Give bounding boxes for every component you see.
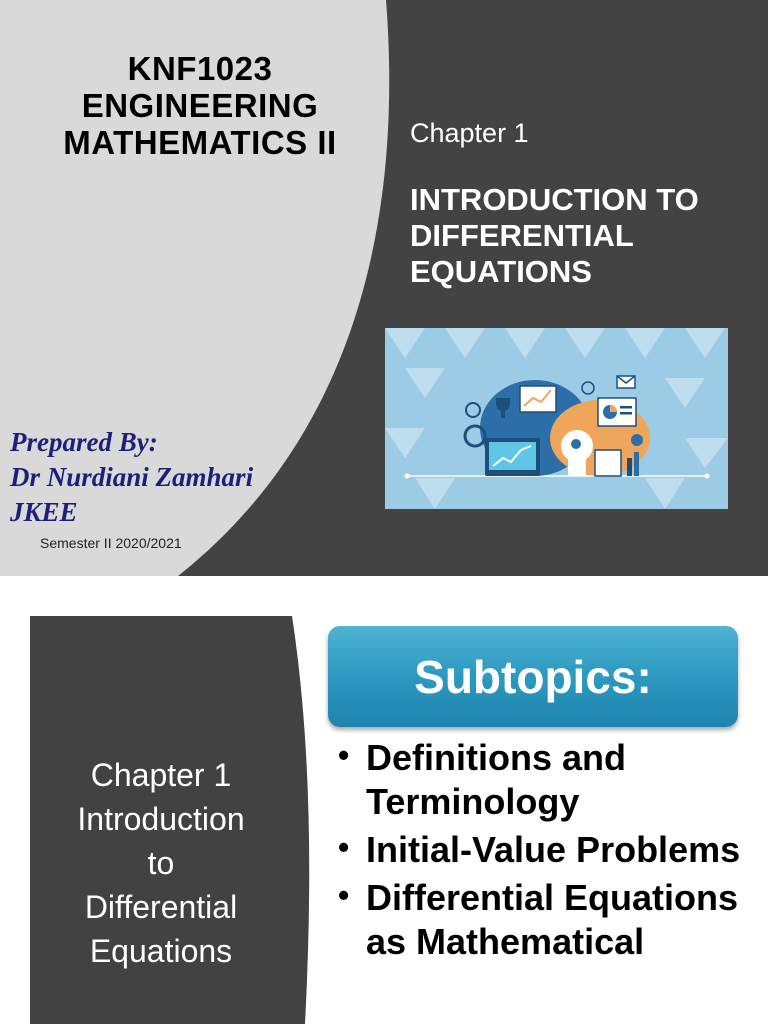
chapter-title-line-1: INTRODUCTION TO: [410, 182, 699, 217]
bullet-icon: •: [338, 829, 350, 865]
chapter-title-line-2: DIFFERENTIAL: [410, 218, 634, 253]
course-title: [0, 50, 400, 161]
course-name-line-2: MATHEMATICS II: [63, 124, 337, 161]
chapter-summary-line-4: Differential: [84, 889, 238, 925]
department: JKEE: [10, 497, 78, 527]
subtopics-list: [338, 736, 758, 968]
semester-label: Semester II 2020/2021: [40, 535, 182, 551]
chapter-label: Chapter 1: [410, 118, 529, 148]
chapter-title-line-3: EQUATIONS: [410, 254, 592, 289]
list-item-text: Initial-Value Problems: [366, 829, 741, 870]
prepared-by-label: Prepared By:: [10, 427, 158, 457]
subtopics-heading: Subtopics:: [414, 650, 652, 703]
subtopics-heading-box: [328, 626, 738, 727]
bullet-icon: •: [338, 737, 350, 773]
list-item: [338, 736, 758, 824]
list-item: [338, 876, 758, 964]
data-analytics-illustration: [385, 328, 728, 509]
subtopics-slide: [0, 588, 768, 1024]
illustration-graphic: [385, 328, 728, 509]
chapter-summary-line-2: Introduction: [77, 801, 245, 837]
chapter-summary-line-5: Equations: [89, 933, 233, 969]
chapter-summary: [30, 753, 292, 973]
list-item: [338, 828, 758, 872]
bullet-icon: •: [338, 877, 350, 913]
author-name: Dr Nurdiani Zamhari: [10, 462, 254, 492]
chapter-summary-line-3: to: [147, 845, 175, 881]
prepared-by: [10, 425, 253, 530]
list-item-text: Definitions and Terminology: [366, 737, 626, 822]
chapter-title: [410, 182, 750, 290]
chapter-summary-line-1: Chapter 1: [90, 757, 232, 793]
course-code: KNF1023: [127, 50, 273, 87]
course-name-line-1: ENGINEERING: [81, 87, 319, 124]
list-item-text: Differential Equations as Mathematical: [366, 877, 739, 962]
